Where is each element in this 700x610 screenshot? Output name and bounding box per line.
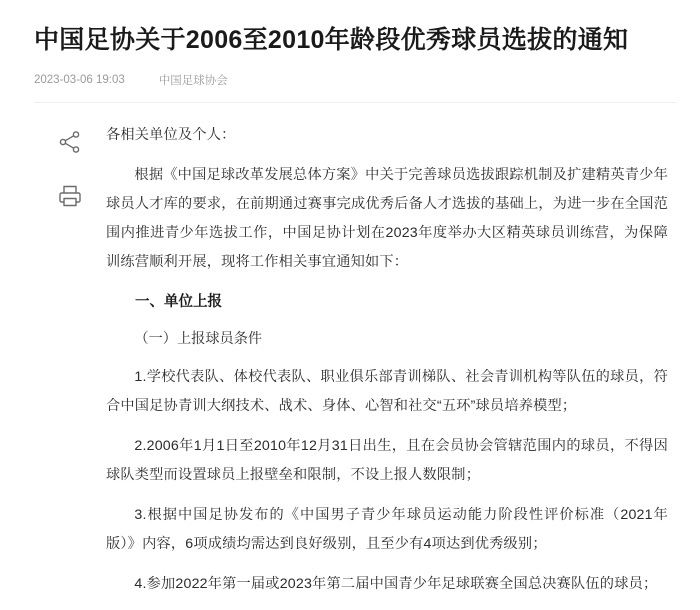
- list-item-2: 2.2006年1月1日至2010年12月31日出生，且在会员协会管辖范围内的球员，不得因球队类型而设置球员上报壁垒和限制，不设上报人数限制；: [106, 438, 668, 483]
- salutation-paragraph: 各相关单位及个人：: [106, 127, 236, 143]
- publish-source: 中国足球协会: [158, 75, 228, 87]
- publish-date: 2023-03-06 19:03: [34, 74, 125, 86]
- list-item-1: 1.学校代表队、体校代表队、职业俱乐部青训梯队、社会青训机构等队伍的球员，符合中国足协青训大纲技术、战术、身体、心智和社交“五环”球员培养模型；: [106, 369, 668, 414]
- tool-rail: [34, 103, 106, 610]
- subsection-heading-one: （一）上报球员条件: [134, 331, 263, 347]
- intro-paragraph: 根据《中国足球改革发展总体方案》中关于完善球员选拔跟踪机制及扩建精英青少年球员人才库的要求，在前期通过赛事完成优秀后备人才选拔的基础上，为进一步在全国范围内推进青少年选拔工作，中国足协计划在2023年度举办大区精英球员训练营，为保障训练营顺利开展，现将工作相关事宜通知如下：: [106, 167, 668, 270]
- share-icon[interactable]: [53, 125, 87, 159]
- list-item-3: 3.根据中国足协发布的《中国男子青少年球员运动能力阶段性评价标准（2021年版）》内容，6项成绩均需达到良好级别，且至少有4项达到优秀级别；: [106, 507, 668, 552]
- article-body-wrapper: [34, 103, 676, 610]
- list-item-4: 4.参加2022年第一届或2023年第二届中国青少年足球联赛全国总决赛队伍的球员；: [134, 576, 658, 592]
- page-title: 中国足协关于2006至2010年龄段优秀球员选拔的通知: [34, 26, 629, 54]
- section-heading-one: 一、单位上报: [135, 294, 222, 310]
- article-content: [106, 103, 676, 610]
- print-icon[interactable]: [53, 179, 87, 213]
- article-meta: [34, 72, 676, 88]
